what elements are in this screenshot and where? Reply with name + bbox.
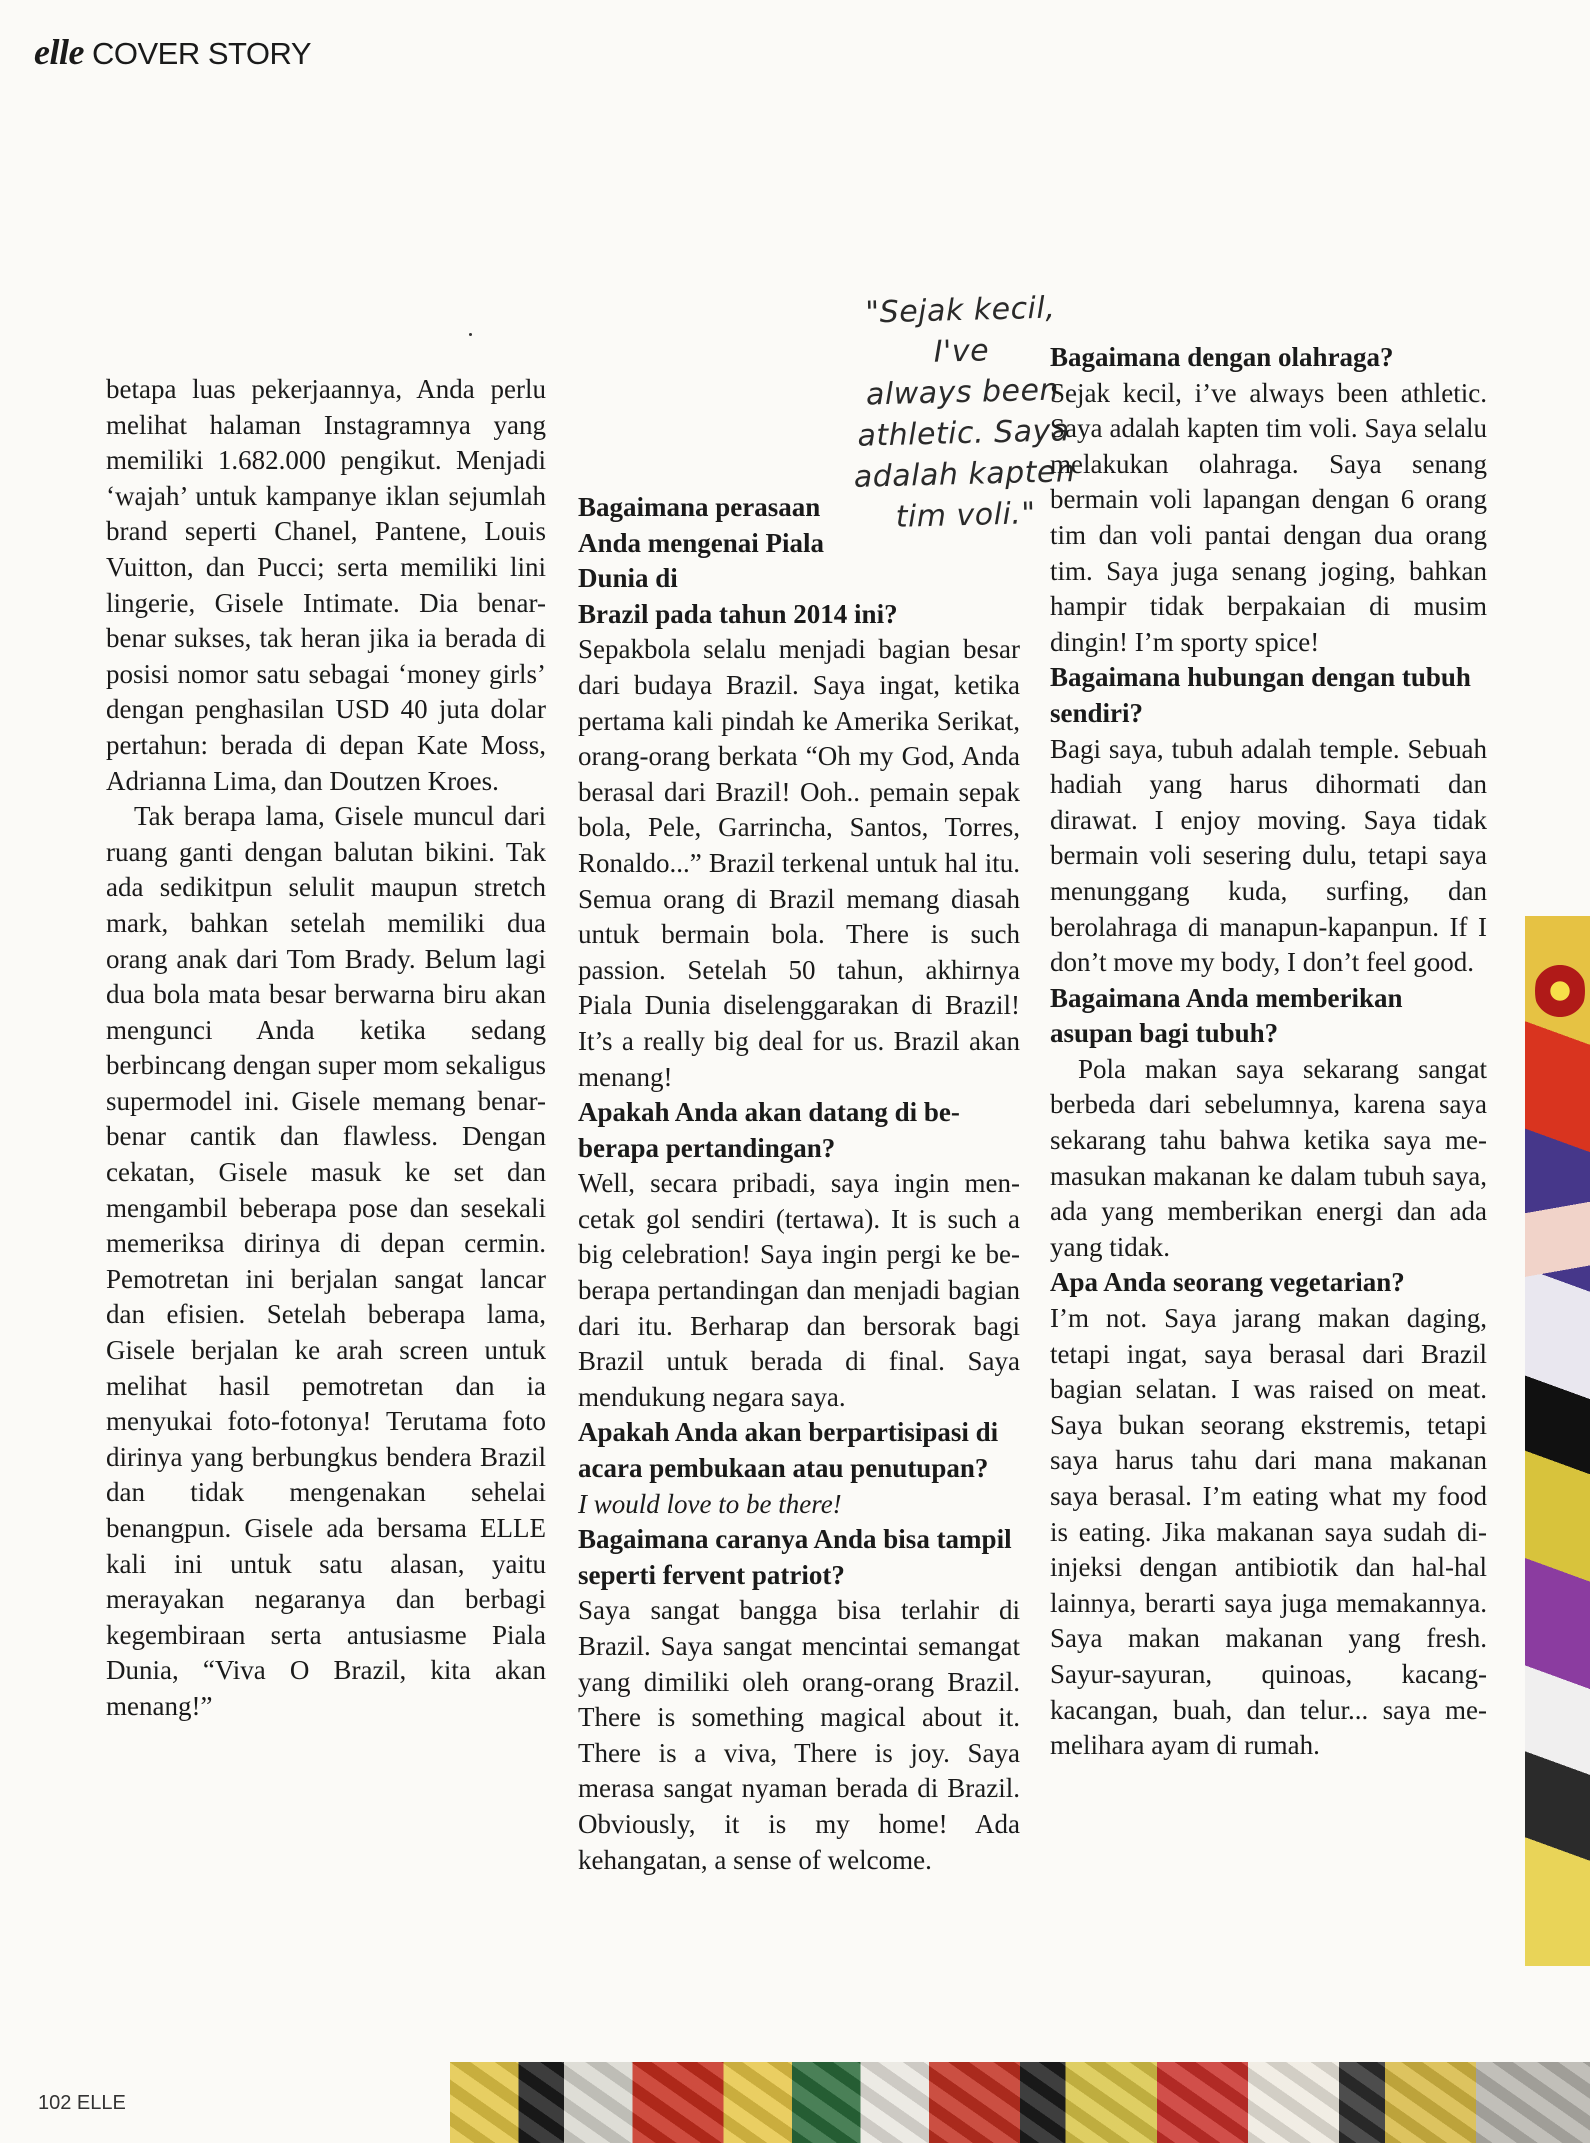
answer-fervent-patriot: Saya sangat bangga bisa terlahir di Brazil. Saya sangat mencintai semangat yang dimiliki oleh orang-orang Brazil. There is something magical about it. There is a viva, There is joy. Saya merasa sangat nyaman berada di Brazil. Obviously, it is my home! Ada kehangatan, a sense of welcome. bbox=[578, 1595, 1020, 1875]
answer-world-cup: Sepakbola selalu menjadi bagian besar dari budaya Brazil. Saya ingat, ketika pertama kali pindah ke Amerika Serikat, orang-orang berkata “Oh my God, Anda berasal dari Brazil! Ooh.. pemain sepak bola, Pele, Garrincha, Santos, Torres, Ronaldo...” Brazil terkenal untuk hal itu. Semua orang di Brazil memang diasah untuk bermain bola. There is such passion. Setelah 50 tahun, akhirnya Piala Dunia diselenggarakan di Brazil! It’s a really big deal for us. Brazil akan menang! bbox=[578, 634, 1020, 1092]
paragraph-1: betapa luas pekerjaannya, Anda perlu melihat halaman Instagramnya yang memiliki 1.682.000 pengikut. Menjadi ‘wajah’ untuk kampanye iklan sejumlah brand seperti Chanel, Pantene, Louis Vuitton, dan Pucci; serta memiliki lini lingerie, Gisele Intimate. Dia benar-benar sukses, tak heran jika ia berada di posisi nomor satu sebagai ‘money girls’ dengan penghasilan USD 40 juta dolar pertahun: berada di depan Kate Moss, Adrianna Lima, dan Doutzen Kroes. bbox=[106, 374, 546, 796]
question-world-cup-cont: Brazil pada tahun 2014 ini? bbox=[578, 598, 898, 629]
pull-quote-line: tim voli." bbox=[895, 496, 1037, 535]
question-sport: Bagaimana dengan olahraga? bbox=[1050, 342, 1394, 372]
answer-vegetarian: I’m not. Saya jarang makan daging, tetapi ingat, saya berasal dari Brazil bagian selatan. I was raised on meat. Saya bukan seorang ekstremis, tetapi saya harus tahu dari mana makanan saya berasal. I’m eating what my food is eating. Jika makanan saya sudah diinjeksi dengan antibiotik dan hal-hal lainnya, berarti saya juga memakannya. Saya makan makanan yang fresh. Sayur-sayuran, quinoas, kacang-kacangan, buah, dan telur... saya memelihara ayam di rumah. bbox=[1050, 1303, 1487, 1761]
pull-quote-line: always been bbox=[865, 372, 1060, 413]
question-nutrition: Bagaimana Anda memberikan asupan bagi tubuh? bbox=[1050, 982, 1403, 1049]
question-fervent-patriot: Bagaimana caranya Anda bisa tampil seperti fervent patriot? bbox=[578, 1524, 1012, 1590]
question-body: Bagaimana hubungan dengan tubuh sendiri? bbox=[1050, 662, 1471, 728]
column-3 bbox=[1050, 340, 1487, 1764]
question-opening-ceremony: Apakah Anda akan berpartisipasi di acara pembukaan atau penutupan? bbox=[578, 1417, 999, 1484]
page-folio: 102 ELLE bbox=[38, 2092, 126, 2114]
floral-photo-edge-bottom bbox=[450, 2062, 1590, 2143]
question-attend-matches: Apakah Anda akan datang di beberapa pertandingan? bbox=[578, 1097, 960, 1163]
page-header bbox=[34, 32, 311, 74]
magazine-brand: elle bbox=[34, 32, 84, 72]
column-2 bbox=[578, 490, 1020, 1878]
question-vegetarian: Apa Anda seorang vegetarian? bbox=[1050, 1267, 1405, 1298]
floral-photo-edge-right bbox=[1525, 916, 1590, 1966]
pull-quote-line: adalah kapten bbox=[853, 454, 1076, 495]
answer-nutrition: Pola makan saya sekarang sangat berbeda dari sebelumnya, karena saya sekarang tahu bahwa ketika saya memasukan makanan ke dalam tubuh saya, ada yang memberikan energi dan ada yang tidak. bbox=[1050, 1053, 1487, 1262]
paragraph-2: Tak berapa lama, Gisele muncul dari ruang ganti dengan balutan bikini. Tak ada sedikitpun selulit maupun stretch mark, bahkan setelah memiliki dua orang anak dari Tom Brady. Belum lagi dua bola mata besar berwarna biru akan mengunci Anda ketika sedang berbincang dengan super mom sekaligus supermodel ini. Gisele memang benar-benar cantik dan flawless. Dengan cekatan, Gisele masuk ke set dan mengambil beberapa pose dan sesekali memeriksa dirinya di depan cermin. Pemotretan ini berjalan sangat lancar dan efisien. Setelah beberapa lama, Gisele berjalan ke arah screen untuk melihat hasil pemotretan dan ia menyukai foto-fotonya! Terutama foto dirinya yang berbungkus bendera Brazil dan tidak mengenakan sehelai benangpun. Gisele ada bersama ELLE kali ini untuk satu alasan, yaitu merayakan negaranya dan berbagi kegembiraan serta antusiasme Piala Dunia, “Viva O Brazil, kita akan menang!” bbox=[106, 801, 546, 1721]
section-title: COVER STORY bbox=[91, 36, 311, 71]
question-world-cup: Bagaimana perasaan Anda mengenai Piala Dunia di bbox=[578, 492, 825, 594]
answer-attend-matches: Well, secara pribadi, saya ingin mencetak gol sendiri (tertawa). It is such a big celebration! Saya ingin pergi ke beberapa pertandingan dan menjadi bagian dari itu. Berharap dan bersorak bagi Brazil untuk berada di final. Saya mendukung negara saya. bbox=[578, 1168, 1020, 1412]
pull-quote-line: athletic. Saya bbox=[857, 413, 1071, 454]
pull-quote-line: "Sejak kecil, I've bbox=[864, 290, 1056, 370]
answer-opening-ceremony: I would love to be there! bbox=[578, 1488, 842, 1519]
column-1 bbox=[106, 372, 546, 1725]
stray-dot bbox=[469, 333, 472, 336]
answer-body: Bagi saya, tubuh adalah temple. Sebuah hadiah yang harus dihormati dan dirawat. I enjoy moving. Saya tidak bermain voli sesering dulu, tetapi saya menunggang kuda, surfing, dan berolahraga di manapun-kapanpun. If I don’t move my body, I don’t feel good. bbox=[1050, 733, 1487, 978]
answer-sport: Sejak kecil, i’ve always been athletic. Saya adalah kapten tim voli. Saya selalu melakukan olahraga. Saya senang bermain voli lapangan dengan 6 orang tim dan voli pantai dengan dua orang tim. Saya juga senang joging, bahkan hampir tidak berpakaian di musim dingin! I’m sporty spice! bbox=[1050, 377, 1487, 657]
